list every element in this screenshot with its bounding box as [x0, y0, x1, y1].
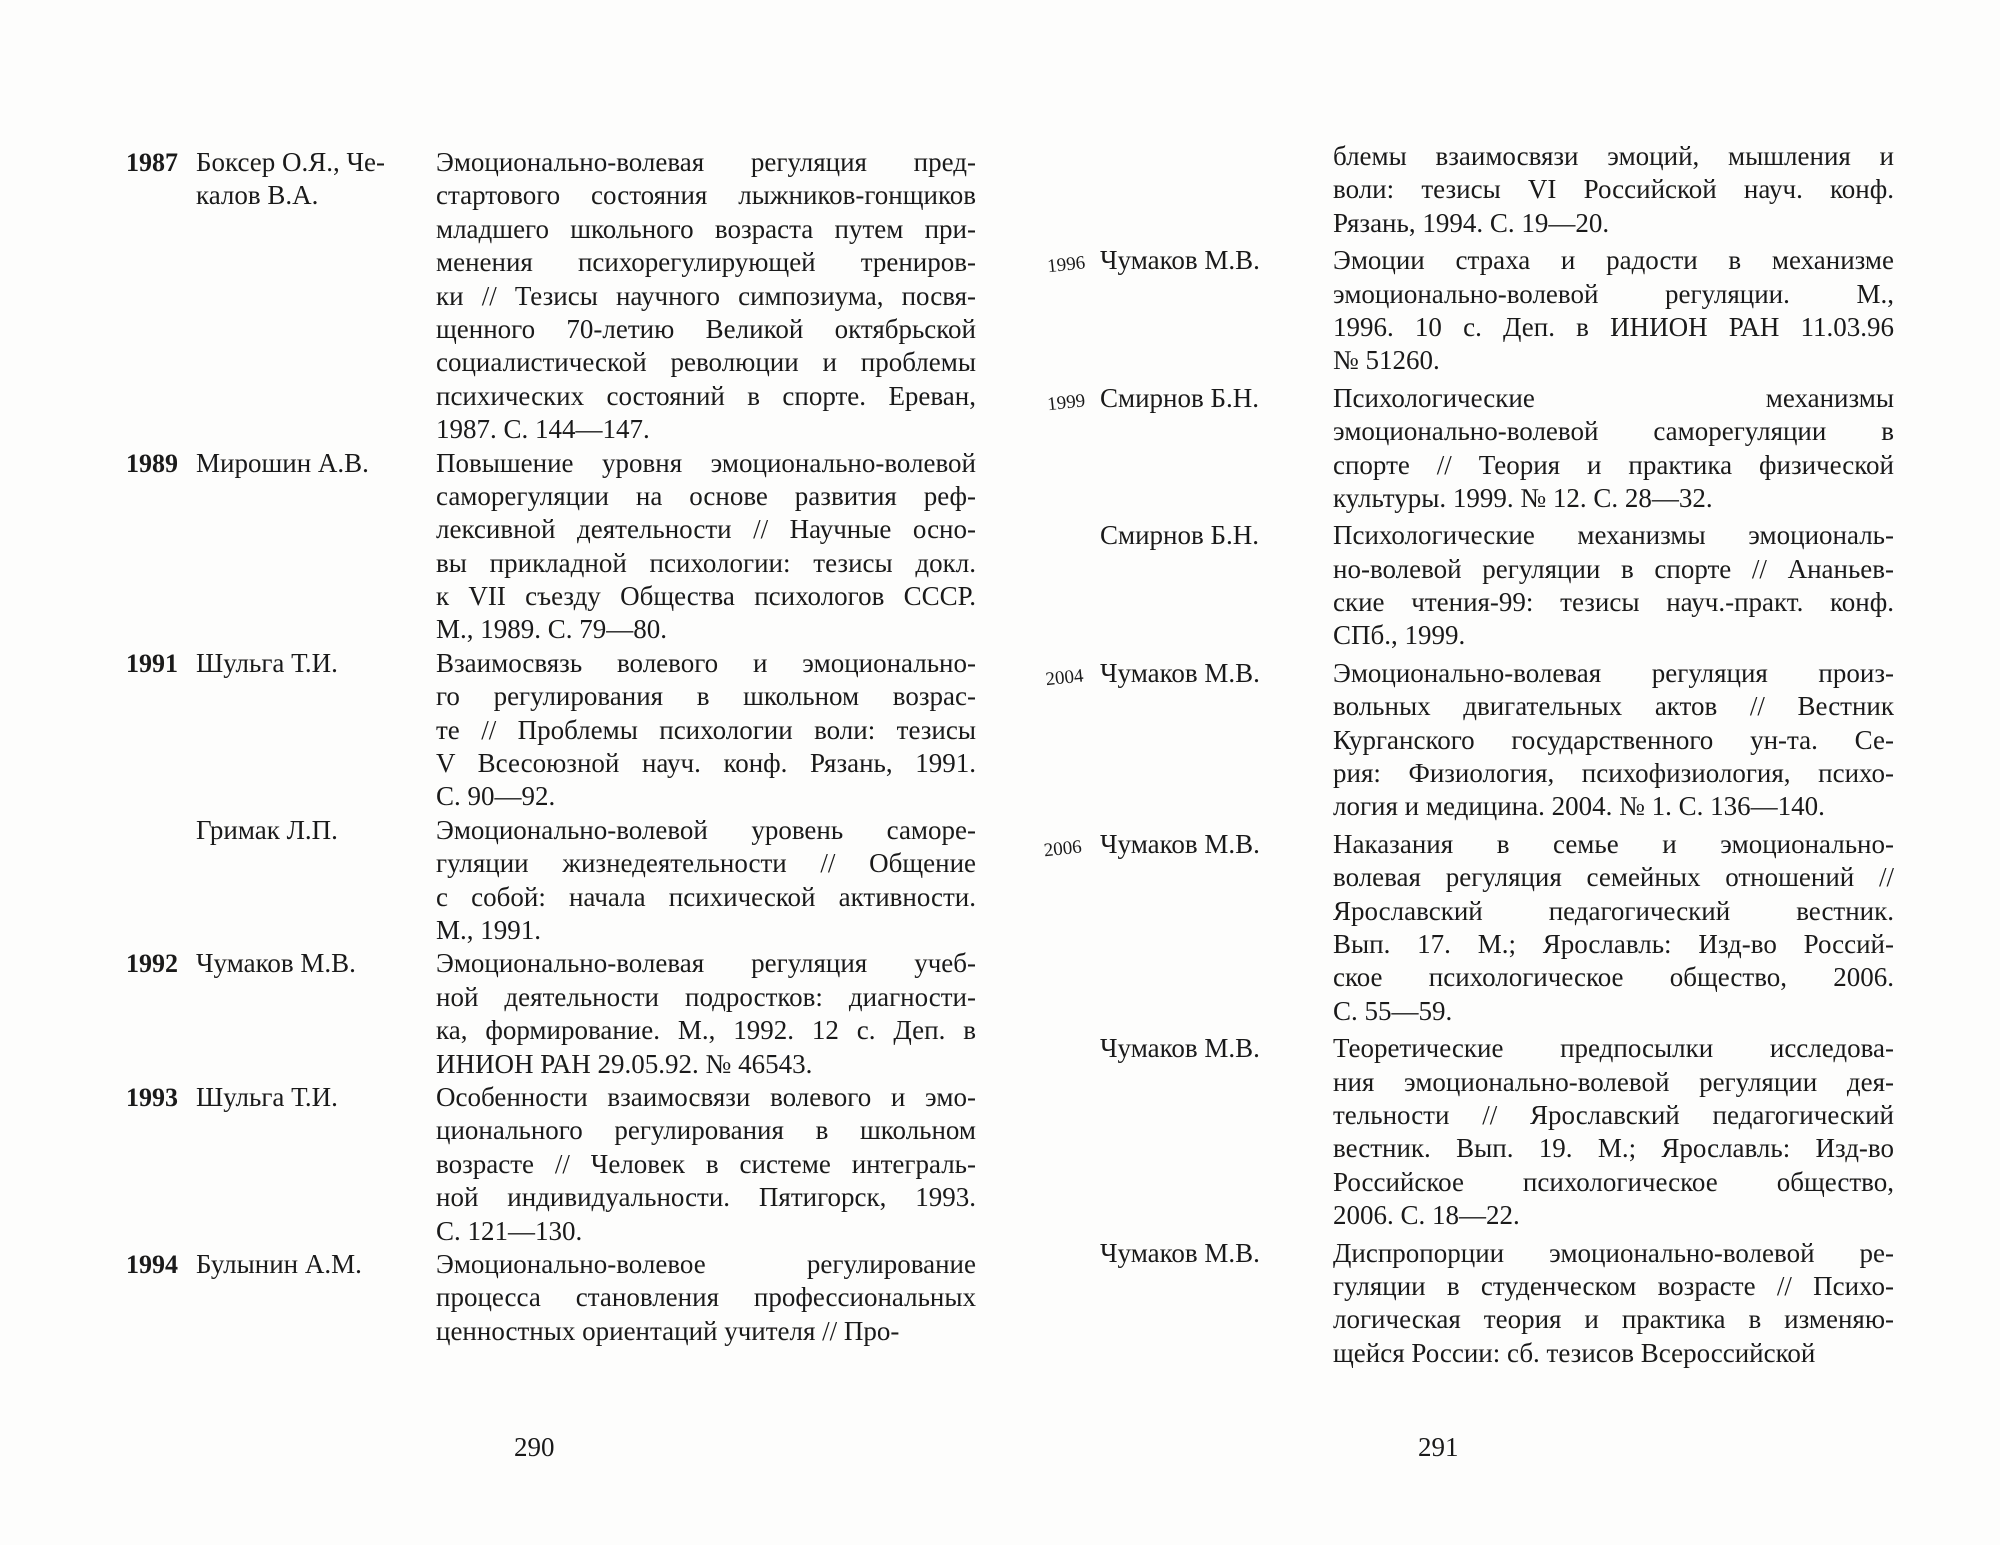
description-line: спорте // Теория и практика физической	[1333, 449, 1894, 480]
description-line: процесса становления профессиональных	[436, 1282, 976, 1313]
entry-year: 1992	[126, 949, 178, 979]
entry-year	[1045, 1232, 1107, 1370]
entry-description	[1333, 244, 1894, 378]
author-line: Булынин А.М.	[196, 1248, 362, 1279]
description-line: тельности // Ярославский педагогический	[1333, 1099, 1894, 1130]
description-line: ские чтения-99: тезисы науч.-практ. конф.	[1333, 587, 1894, 618]
page-number: 290	[514, 1432, 555, 1462]
description-line: вы прикладной психологии: тезисы докл.	[436, 547, 976, 578]
bibliography-entry	[126, 447, 976, 647]
description-line: Эмоционально-волевая регуляция пред-	[436, 147, 976, 177]
entry-description	[436, 947, 976, 1081]
entry-description	[1333, 519, 1894, 653]
right-page	[1000, 0, 2000, 1545]
description-line: эмоционально-волевой регуляции. М.,	[1333, 278, 1894, 309]
entry-description	[436, 814, 976, 948]
description-line: блемы взаимосвязи эмоций, мышления и	[1333, 141, 1894, 171]
bibliography-entry	[1046, 382, 1894, 516]
description-line: логия и медицина. 2004. № 1. С. 136—140.	[1333, 791, 1825, 822]
description-line: логическая теория и практика в изменяю-	[1333, 1304, 1894, 1335]
entry-year: 2004	[1044, 665, 1085, 691]
description-line: ИНИОН РАН 29.05.92. № 46543.	[436, 1048, 813, 1079]
description-line: вольных двигательных актов // Вестник	[1333, 691, 1894, 722]
author-line: Чумаков М.В.	[196, 948, 356, 979]
description-line: Особенности взаимосвязи волевого и эмо-	[436, 1081, 976, 1112]
bibliography-entry	[1046, 244, 1894, 378]
entry-author	[196, 447, 436, 647]
description-line: гуляции в студенческом возрасте // Психо-	[1333, 1270, 1894, 1301]
author-line: Гримак Л.П.	[196, 814, 338, 845]
description-line: Психологические механизмы эмоциональ-	[1333, 520, 1894, 551]
description-line: возрасте // Человек в системе интеграль-	[436, 1148, 976, 1179]
description-line: ское психологическое общество, 2006.	[1333, 962, 1894, 993]
entry-author	[196, 647, 436, 814]
entry-author	[196, 947, 436, 1081]
bibliography-entry	[1052, 1237, 1894, 1371]
entry-year: 1989	[126, 448, 178, 478]
bibliography-entry	[1052, 519, 1894, 653]
description-line: культуры. 1999. № 12. С. 28—32.	[1333, 482, 1713, 513]
description-line: Рязань, 1994. С. 19—20.	[1333, 207, 1610, 238]
description-line: ния эмоционально-волевой регуляции дея-	[1333, 1066, 1894, 1097]
description-line: Наказания в семье и эмоционально-	[1333, 828, 1894, 859]
description-line: Вып. 17. М.; Ярославль: Изд-во Россий-	[1333, 928, 1894, 959]
description-line: вестник. Вып. 19. М.; Ярославль: Изд-во	[1333, 1133, 1894, 1164]
description-line: рия: Физиология, психофизиология, психо-	[1333, 758, 1894, 789]
entry-year: 1993	[126, 1082, 178, 1112]
description-line: ной деятельности подростков: диагности-	[436, 981, 976, 1012]
bibliography-entry	[126, 1248, 976, 1348]
description-line: 2006. С. 18—22.	[1333, 1200, 1520, 1231]
description-line: № 51260.	[1333, 345, 1440, 376]
description-line: С. 90—92.	[436, 781, 556, 812]
description-line: ной индивидуальности. Пятигорск, 1993.	[436, 1182, 976, 1213]
bibliography-entry	[1042, 828, 1894, 1028]
author-line: калов В.А.	[196, 180, 319, 211]
entry-author	[1100, 1237, 1333, 1371]
page-number: 291	[1418, 1432, 1459, 1462]
entry-description	[436, 447, 976, 647]
bibliography-entry	[126, 814, 976, 948]
author-line: Смирнов Б.Н.	[1100, 520, 1259, 551]
entry-year: 1996	[1046, 252, 1087, 278]
entry-description	[1333, 140, 1894, 240]
description-line: младшего школьного возраста путем при-	[436, 213, 976, 244]
description-line: к VII съезду Общества психологов СССР.	[436, 581, 976, 612]
entry-author	[1100, 140, 1333, 240]
description-line: стартового состояния лыжников-гонщиков	[436, 180, 976, 211]
description-line: М., 1989. С. 79—80.	[436, 614, 668, 645]
bibliography-entry	[126, 647, 976, 814]
author-line: Боксер О.Я., Че-	[196, 147, 386, 177]
description-line: Эмоционально-волевая регуляция произ-	[1333, 657, 1894, 688]
entry-description	[1333, 382, 1894, 516]
author-line: Чумаков М.В.	[1100, 657, 1260, 688]
author-line: Мирошин А.В.	[196, 447, 369, 478]
entry-description	[1333, 1032, 1894, 1232]
entry-description	[436, 647, 976, 814]
description-line: ценностных ориентаций учителя // Про-	[436, 1315, 900, 1346]
author-line: Чумаков М.В.	[1100, 245, 1260, 276]
bibliography-entry	[1052, 1032, 1894, 1232]
entry-description	[436, 146, 976, 447]
entry-year: 1991	[126, 648, 178, 678]
description-line: Диспропорции эмоционально-волевой ре-	[1333, 1237, 1894, 1268]
entry-year	[1047, 135, 1105, 240]
description-line: эмоционально-волевой саморегуляции в	[1333, 416, 1894, 447]
description-line: Эмоции страха и радости в механизме	[1333, 245, 1894, 276]
description-line: воли: тезисы VI Российской науч. конф.	[1333, 174, 1894, 205]
description-line: С. 121—130.	[436, 1215, 583, 1246]
description-line: щейся России: сб. тезисов Всероссийской	[1333, 1337, 1816, 1368]
author-line: Смирнов Б.Н.	[1100, 382, 1259, 413]
entry-description	[1333, 657, 1894, 824]
description-line: Эмоционально-волевой уровень саморе-	[436, 814, 976, 845]
bibliography-entry	[1052, 140, 1894, 240]
entry-description	[1333, 828, 1894, 1028]
bibliography-entry	[126, 146, 976, 447]
bibliography-entry	[1044, 657, 1894, 824]
description-line: Теоретические предпосылки исследова-	[1333, 1033, 1894, 1064]
description-line: го регулирования в школьном возрас-	[436, 681, 976, 712]
entry-description	[436, 1248, 976, 1348]
description-line: щенного 70-летию Великой октябрьской	[436, 313, 976, 344]
author-line: Чумаков М.В.	[1100, 1237, 1260, 1268]
entry-year: 2006	[1042, 836, 1083, 862]
entry-author	[196, 814, 436, 948]
description-line: V Всесоюзной науч. конф. Рязань, 1991.	[436, 748, 976, 779]
entry-description	[1333, 1237, 1894, 1371]
entry-year: 1987	[126, 148, 178, 177]
author-line: Чумаков М.В.	[1100, 828, 1260, 859]
description-line: социалистической революции и проблемы	[436, 347, 976, 378]
description-line: саморегуляции на основе развития реф-	[436, 480, 976, 511]
description-line: Курганского государственного ун-та. Се-	[1333, 724, 1894, 755]
description-line: Психологические механизмы	[1333, 382, 1894, 413]
description-line: Эмоционально-волевая регуляция учеб-	[436, 948, 976, 979]
bibliography-entry	[126, 947, 976, 1081]
description-line: ки // Тезисы научного симпозиума, посвя-	[436, 280, 976, 311]
entry-author	[1100, 382, 1333, 516]
description-line: 1987. С. 144—147.	[436, 414, 650, 445]
entry-author	[1100, 519, 1333, 653]
description-line: ционального регулирования в школьном	[436, 1115, 976, 1146]
description-line: психических состояний в спорте. Ереван,	[436, 380, 976, 411]
entry-year	[126, 814, 196, 948]
entry-author	[1100, 1032, 1333, 1232]
entry-author	[196, 1248, 436, 1348]
description-line: Российское психологическое общество,	[1333, 1166, 1894, 1197]
description-line: те // Проблемы психологии воли: тезисы	[436, 714, 976, 745]
description-line: менения психорегулирующей трениров-	[436, 247, 976, 278]
description-line: Эмоционально-волевое регулирование	[436, 1248, 976, 1279]
bibliography-list	[126, 146, 976, 1348]
description-line: Взаимосвязь волевого и эмоционально-	[436, 647, 976, 678]
author-line: Шульга Т.И.	[196, 647, 338, 678]
description-line: 1996. 10 с. Деп. в ИНИОН РАН 11.03.96	[1333, 311, 1894, 342]
entry-year: 1994	[126, 1249, 178, 1279]
entry-description	[436, 1081, 976, 1248]
entry-author	[1100, 828, 1333, 1028]
description-line: Ярославский педагогический вестник.	[1333, 895, 1894, 926]
author-line: Чумаков М.В.	[1100, 1033, 1260, 1064]
description-line: гуляции жизнедеятельности // Общение	[436, 848, 976, 879]
author-line: Шульга Т.И.	[196, 1081, 338, 1112]
entry-author	[1100, 657, 1333, 824]
description-line: С. 55—59.	[1333, 995, 1453, 1026]
entry-author	[196, 1081, 436, 1248]
entry-year	[1045, 515, 1107, 653]
description-line: с собой: начала психической активности.	[436, 881, 976, 912]
description-line: СПб., 1999.	[1333, 620, 1466, 651]
bibliography-list	[1042, 140, 1894, 1370]
entry-author	[1100, 244, 1333, 378]
bibliography-entry	[126, 1081, 976, 1248]
description-line: ка, формирование. М., 1992. 12 с. Деп. в	[436, 1015, 976, 1046]
description-line: волевая регуляция семейных отношений //	[1333, 862, 1894, 893]
description-line: Повышение уровня эмоционально-волевой	[436, 447, 976, 478]
description-line: но-волевой регуляции в спорте // Ананьев-	[1333, 553, 1894, 584]
entry-year: 1999	[1046, 390, 1087, 415]
description-line: М., 1991.	[436, 914, 542, 945]
description-line: лексивной деятельности // Научные осно-	[436, 514, 976, 545]
entry-author	[196, 146, 436, 447]
